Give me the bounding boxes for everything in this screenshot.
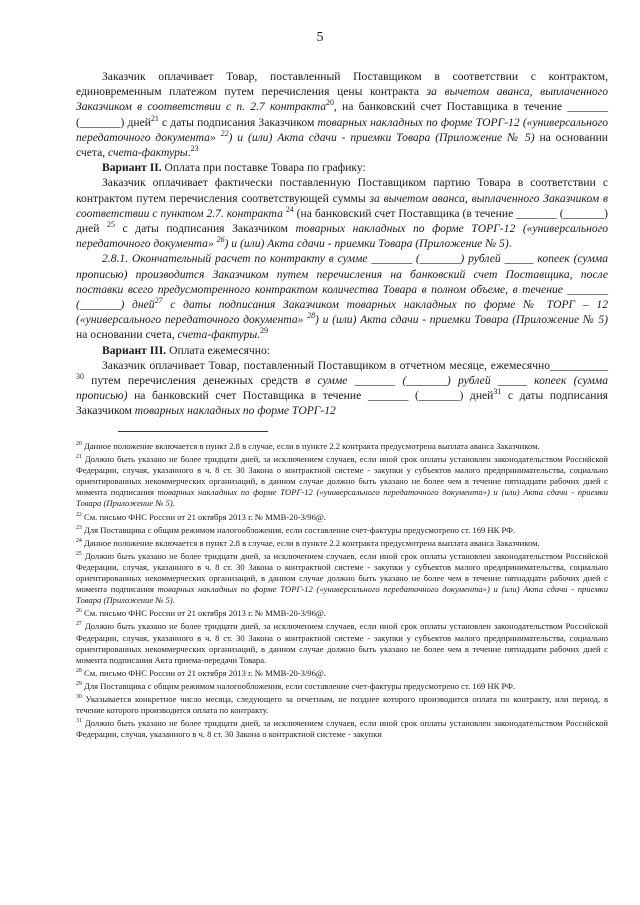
footnote: $^{25}$ Должно быть указано не более тридцати дней, за исключением случаев, если иной срок оплаты установлен законодательством Российской Федерации, случая, указанного в ч. 8 ст. 30 Закона о контрактной системе - закупки у субъектов малого предпринимательства, социально ориентированных некоммерческих организаций, в данном случае должно быть указано не более чем в течение пятнадцати рабочих дней с момента подписания товарных накладных по форме ТОРГ-12 («универсального передаточного документа») и (или) Акта сдачи - приемки Товара (Приложение № 5).: [76, 550, 609, 606]
paragraph-variant-i-payment: Заказчик оплачивает Товар, поставленный Поставщиком в соответствии с контрактом, единовременным платежом путем перечисления цены контракта за вычетом аванса, выплаченного Заказчиком в соответствии с п. 2.7 контракта$^{20}$, на банковский счет Поставщика в течение _______ (_______) дней$^{21}$ с даты подписания Заказчиком товарных накладных по форме ТОРГ-12 («универсального передаточного документа» $^{22}$) и (или) Акта сдачи - приемки Товара (Приложение № 5) на основании счета, счета-фактуры.$^{23}$: [76, 70, 609, 160]
footnote: $^{20}$ Данное положение включается в пункт 2.8 в случае, если в пункте 2.2 контракта предусмотрена выплата аванса Заказчиком.: [76, 441, 540, 451]
footnote: $^{27}$ Должно быть указано не более тридцати дней, за исключением случаев, если иной срок оплаты установлен законодательством Российской Федерации, случая, указанного в ч. 8 ст. 30 Закона о контрактной системе - закупки у субъектов малого предпринимательства, социально ориентированных некоммерческих организаций, в данном случае должно быть указано не более чем в течение пятнадцати рабочих дней с момента подписания Акта приема-передачи Товара.: [76, 621, 608, 665]
footnote: $^{23}$ Для Поставщика с общим режимом налогообложения, если составление счет-фактуры предусмотрено ст. 169 НК РФ.: [76, 524, 516, 535]
footnote: $^{24}$ Данное положение включается в пункт 2.8 в случае, если в пункте 2.2 контракта предусмотрена выплата аванса Заказчиком.: [76, 537, 540, 548]
paragraph-variant-iii-payment: Заказчик оплачивает Товар, поставленный Поставщиком в отчетном месяце, ежемесячно__________ $^{30}$ путем перечисления денежных средств в сумме _______ (_______) рублей _____ копеек (сумма прописью) на банковский счет Поставщика в течение _______ (_______) дней$^{31}$ с даты подписания Заказчиком товарных накладных по форме ТОРГ-12: [76, 358, 608, 418]
footnote: $^{30}$ Указывается конкретное число месяца, следующего за отчетным, не позднее которого производится оплата по контракту, или период, в течение которого производится оплата по контракту.: [76, 693, 608, 716]
footnotes: [76, 441, 608, 742]
contract-body: [76, 57, 608, 419]
footnote: $^{26}$ См. письмо ФНС России от 21 октября 2013 г. № ММВ-20-3/96@.: [76, 608, 326, 619]
heading-variant-iii: Вариант III. Оплата ежемесячно:: [102, 343, 270, 357]
footnote: $^{29}$ Для Поставщика с общим режимом налогообложения, если составление счет-фактуры предусмотрено ст. 169 НК РФ.: [76, 680, 516, 691]
paragraph-variant-ii-payment: Заказчик оплачивает фактически поставленную Поставщиком партию Товара в соответствии с контрактом путем перечисления соответствующей суммы за вычетом аванса, выплаченного Заказчиком в соответствии с пунктом 2.7. контракта $^{24}$ (на банковский счет Поставщика (в течение _______ (_______) дней $^{25}$ с даты подписания Заказчиком товарных накладных по форме ТОРГ-12 («универсального передаточного документа» $^{26}$) и (или) Акта сдачи - приемки Товара (Приложение № 5).: [76, 176, 608, 251]
footnote: $^{21}$ Должно быть указано не более тридцати дней, за исключением случаев, если иной срок оплаты установлен законодательством Российской Федерации, случая, указанного в ч. 8 ст. 30 Закона о контрактной системе - закупки у субъектов малого предпринимательства, социально ориентированных некоммерческих организаций, в данном случае должно быть указано не более чем в течение пятнадцати рабочих дней с момента подписания товарных накладных по форме ТОРГ-12 («универсального передаточного документа») и (или) Акта сдачи - приемки Товара (Приложение № 5).: [76, 454, 609, 509]
footnote: $^{22}$ См. письмо ФНС России от 21 октября 2013 г. № ММВ-20-3/96@.: [76, 511, 326, 522]
footnote-separator: [118, 431, 268, 432]
footnote: $^{31}$ Должно быть указано не более тридцати дней, за исключением случаев, если иной срок оплаты установлен законодательством Российской Федерации, случая, указанного в ч. 8 ст. 30 Закона о контрактной системе - закупки: [76, 718, 608, 740]
heading-variant-ii: Вариант II. Оплата при поставке Товара по графику:: [102, 161, 366, 175]
footnote: $^{28}$ См. письмо ФНС России от 21 октября 2013 г. № ММВ-20-3/96@.: [76, 667, 326, 678]
paragraph-final-settlement-2-8-1: 2.8.1. Окончательный расчет по контракту в сумме _______ (_______) рублей _____ копеек (сумма прописью) производится Заказчиком путем перечисления на банковский счет Поставщика, после поставки всего предусмотренного контрактом количества Товара в полном объеме, в течение _______ (_______) дней$^{27}$ с даты подписания Заказчиком товарных накладных по форме № ТОРГ – 12 («универсального передаточного документа» $^{28}$) и (или) Акта сдачи - приемки Товара (Приложение № 5) на основании счета, счета-фактуры.$^{29}$: [76, 252, 608, 342]
page-number: 5: [316, 30, 324, 45]
